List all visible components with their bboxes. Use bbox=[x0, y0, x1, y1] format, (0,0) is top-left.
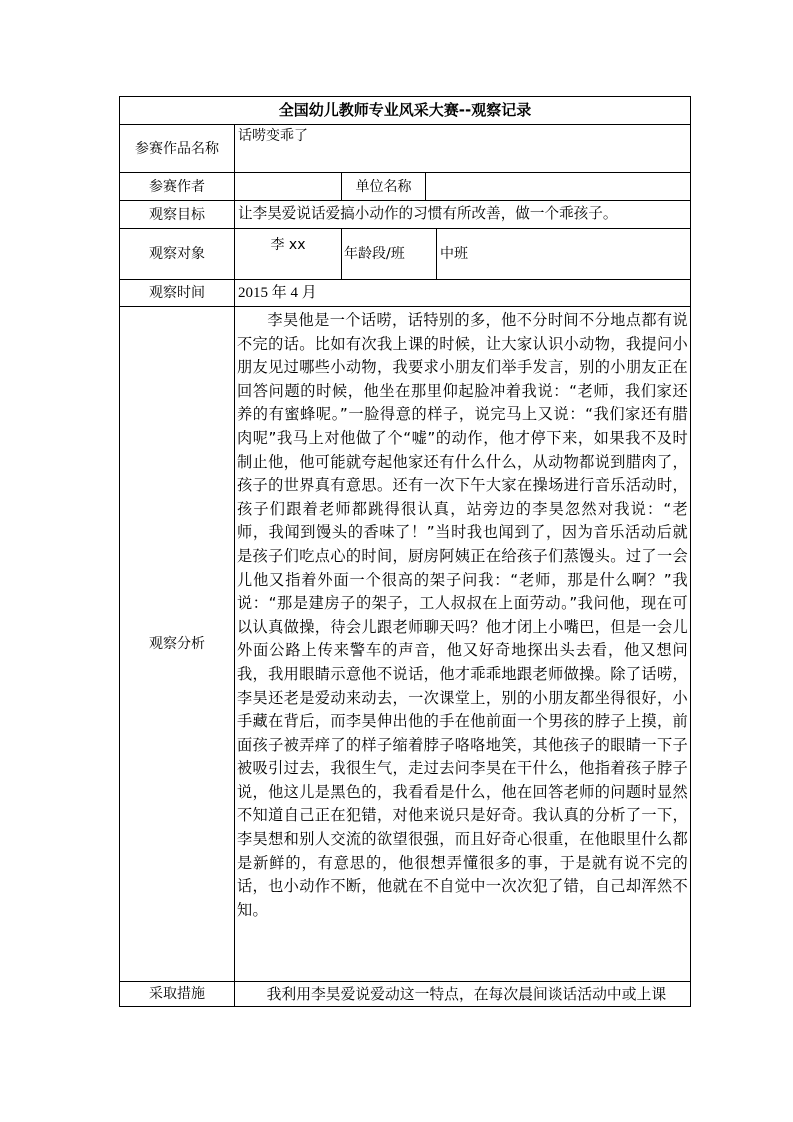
subject-label: 观察对象 bbox=[119, 228, 235, 280]
age-group-label: 年龄段/班 bbox=[344, 246, 405, 262]
age-group-value-cell bbox=[436, 228, 691, 280]
time-value: 2015 年 4 月 bbox=[234, 279, 691, 307]
analysis-label: 观察分析 bbox=[119, 306, 235, 982]
author-label: 参赛作者 bbox=[119, 172, 235, 201]
age-group-value: 中班 bbox=[440, 246, 468, 262]
document-title: 全国幼儿教师专业风采大赛--观察记录 bbox=[119, 96, 691, 125]
author-value bbox=[234, 172, 342, 201]
work-name-text: 话唠变乖了 bbox=[238, 128, 308, 144]
unit-name-label: 单位名称 bbox=[341, 172, 426, 201]
goal-value: 让李昊爱说话爱搞小动作的习惯有所改善，做一个乖孩子。 bbox=[234, 200, 691, 229]
measures-label: 采取措施 bbox=[119, 981, 235, 1007]
work-name-label: 参赛作品名称 bbox=[119, 124, 235, 173]
observation-record-table bbox=[119, 96, 691, 1007]
subject-name-cell bbox=[234, 228, 342, 280]
measures-text: 我利用李昊爱说爱动这一特点，在每次晨间谈话活动中或上课 bbox=[266, 986, 667, 1003]
measures-cell bbox=[234, 981, 691, 1007]
age-group-label-cell bbox=[341, 228, 437, 280]
analysis-cell bbox=[234, 306, 691, 982]
work-name-value bbox=[234, 124, 691, 173]
goal-label: 观察目标 bbox=[119, 200, 235, 229]
subject-name: 李 xx bbox=[270, 237, 306, 253]
unit-name-value bbox=[425, 172, 691, 201]
analysis-text: 李昊他是一个话唠，话特别的多，他不分时间不分地点都有说不完的话。比如有次我上课的时候，让大家认识小动物，我提问小朋友见过哪些小动物，我要求小朋友们举手发言，别的小朋友正在回答问题的时候，他坐在那里仰起脸冲着我说：“老师，我们家还养的有蜜蜂呢。”一脸得意的样子，说完马上又说：“我们家还有腊肉呢”我马上对他做了个“嘘”的动作，他才停下来，如果我不及时制止他，他可能就夸起他家还有什么什么，从动物都说到腊肉了，孩子的世界真有意思。还有一次下午大家在操场进行音乐活动时，孩子们跟着老师都跳得很认真，站旁边的李昊忽然对我说：“老师，我闻到馒头的香味了！”当时我也闻到了，因为音乐活动后就是孩子们吃点心的时间，厨房阿姨正在给孩子们蒸馒头。过了一会儿他又指着外面一个很高的架子问我：“老师，那是什么啊？”我说：“那是建房子的架子，工人叔叔在上面劳动。”我问他，现在可以认真做操，待会儿跟老师聊天吗？他才闭上小嘴巴，但是一会儿外面公路上传来警车的声音，他又好奇地探出头去看，他又想问我，我用眼睛示意他不说话，他才乖乖地跟老师做操。除了话唠，李昊还老是爱动来动去，一次课堂上，别的小朋友都坐得很好，小手藏在背后，而李昊伸出他的手在他前面一个男孩的脖子上摸，前面孩子被弄痒了的样子缩着脖子咯咯地笑，其他孩子的眼睛一下子被吸引过去，我很生气，走过去问李昊在干什么，他指着孩子脖子说，他这儿是黑色的，我看看是什么，他在回答老师的问题时显然不知道自己正在犯错，对他来说只是好奇。我认真的分析了一下，李昊想和别人交流的欲望很强，而且好奇心很重，在他眼里什么都是新鲜的，有意思的，他很想弄懂很多的事，于是就有说不完的话，也小动作不断，他就在不自觉中一次次犯了错，自己却浑然不知。 bbox=[237, 311, 688, 919]
time-label: 观察时间 bbox=[119, 279, 235, 307]
